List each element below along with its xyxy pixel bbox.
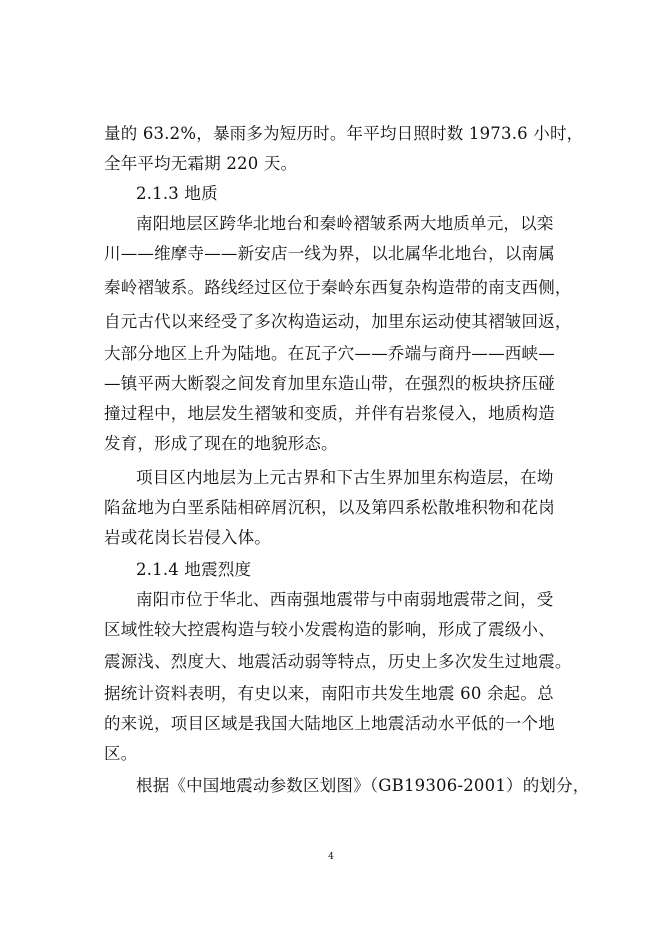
- text-line-20: 的来说，项目区域是我国大陆地区上地震活动水平低的一个地: [104, 714, 555, 733]
- text-line-7: 自元古代以来经受了多次构造运动，加里东运动使其褶皱回返，: [104, 312, 572, 331]
- text-line-22: 根据《中国地震动参数区划图》（GB19306-2001）的划分，: [136, 776, 590, 795]
- text-line-18: 震源浅、烈度大、地震活动弱等特点，历史上多次发生过地震。: [104, 652, 572, 671]
- text-line-17: 区域性较大控震构造与较小发震构造的影响，形成了震级小、: [104, 620, 555, 639]
- text-line-6: 秦岭褶皱系。路线经过区位于秦岭东西复杂构造带的南支西侧，: [104, 278, 572, 297]
- section-heading-2-1-3: 2.1.3 地质: [136, 184, 218, 203]
- text-line-5: 川——维摩寺——新安店一线为界，以北属华北地台，以南属: [104, 244, 555, 263]
- text-line-2: 全年平均无霜期 220 天。: [104, 154, 298, 173]
- text-line-21: 区。: [104, 744, 138, 763]
- text-line-9: —镇平两大断裂之间发育加里东造山带，在强烈的板块挤压碰: [104, 374, 555, 393]
- text-line-12: 项目区内地层为上元古界和下古生界加里东构造层，在坳: [136, 468, 554, 487]
- text-line-14: 岩或花岗长岩侵入体。: [104, 528, 271, 547]
- text-line-11: 发育，形成了现在的地貌形态。: [104, 434, 338, 453]
- text-line-13: 陷盆地为白垩系陆相碎屑沉积，以及第四系松散堆积物和花岗: [104, 498, 555, 517]
- text-line-1: 量的 63.2%，暴雨多为短历时。年平均日照时数 1973.6 小时，: [104, 124, 584, 143]
- text-line-19: 据统计资料表明，有史以来，南阳市共发生地震 60 余起。总: [104, 684, 554, 703]
- page-number: 4: [328, 852, 334, 862]
- text-line-10: 撞过程中，地层发生褶皱和变质，并伴有岩浆侵入，地质构造: [104, 404, 555, 423]
- section-heading-2-1-4: 2.1.4 地震烈度: [136, 560, 252, 579]
- text-line-16: 南阳市位于华北、西南强地震带与中南弱地震带之间，受: [136, 590, 554, 609]
- text-line-8: 大部分地区上升为陆地。在瓦子穴——乔端与商丹——西峡—: [104, 344, 555, 363]
- text-line-4: 南阳地层区跨华北地台和秦岭褶皱系两大地质单元，以栾: [136, 214, 554, 233]
